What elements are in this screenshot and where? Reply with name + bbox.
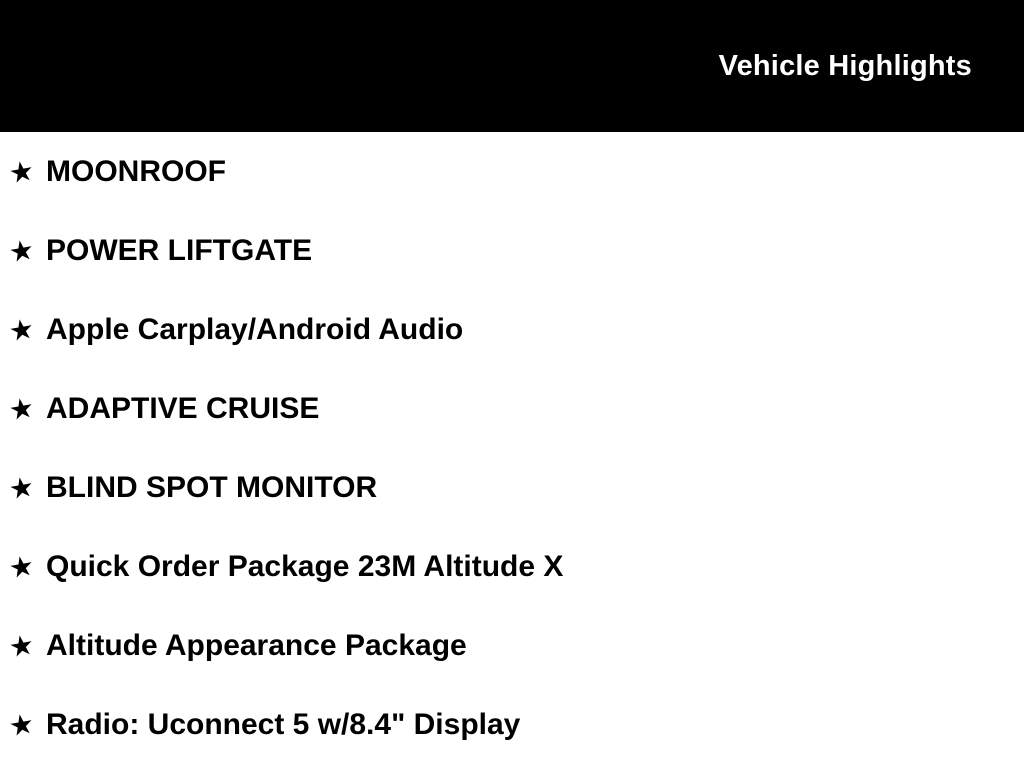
- star-icon: ★: [6, 232, 37, 268]
- list-item: [0, 132, 1024, 211]
- highlight-label: BLIND SPOT MONITOR: [46, 470, 378, 504]
- list-item: [0, 527, 1024, 606]
- star-icon: ★: [6, 311, 37, 347]
- list-item: [0, 211, 1024, 290]
- highlight-label: Radio: Uconnect 5 w/8.4" Display: [46, 707, 521, 741]
- star-icon: ★: [6, 153, 37, 189]
- star-icon: ★: [6, 390, 37, 426]
- star-icon: ★: [6, 548, 37, 584]
- highlight-label: POWER LIFTGATE: [46, 233, 313, 267]
- list-item: [0, 369, 1024, 448]
- highlight-label: Apple Carplay/Android Audio: [46, 312, 464, 346]
- list-item: [0, 685, 1024, 764]
- list-item: [0, 290, 1024, 369]
- star-icon: ★: [6, 469, 37, 505]
- star-icon: ★: [6, 706, 37, 742]
- vehicle-highlights-list: [0, 132, 1024, 764]
- list-item: [0, 448, 1024, 527]
- highlight-label: MOONROOF: [46, 154, 226, 188]
- star-icon: ★: [6, 627, 37, 663]
- highlight-label: Altitude Appearance Package: [46, 628, 467, 662]
- list-item: [0, 606, 1024, 685]
- highlight-label: ADAPTIVE CRUISE: [46, 391, 320, 425]
- header-bar: [0, 0, 1024, 132]
- highlight-label: Quick Order Package 23M Altitude X: [46, 549, 564, 583]
- page-title: Vehicle Highlights: [718, 49, 972, 82]
